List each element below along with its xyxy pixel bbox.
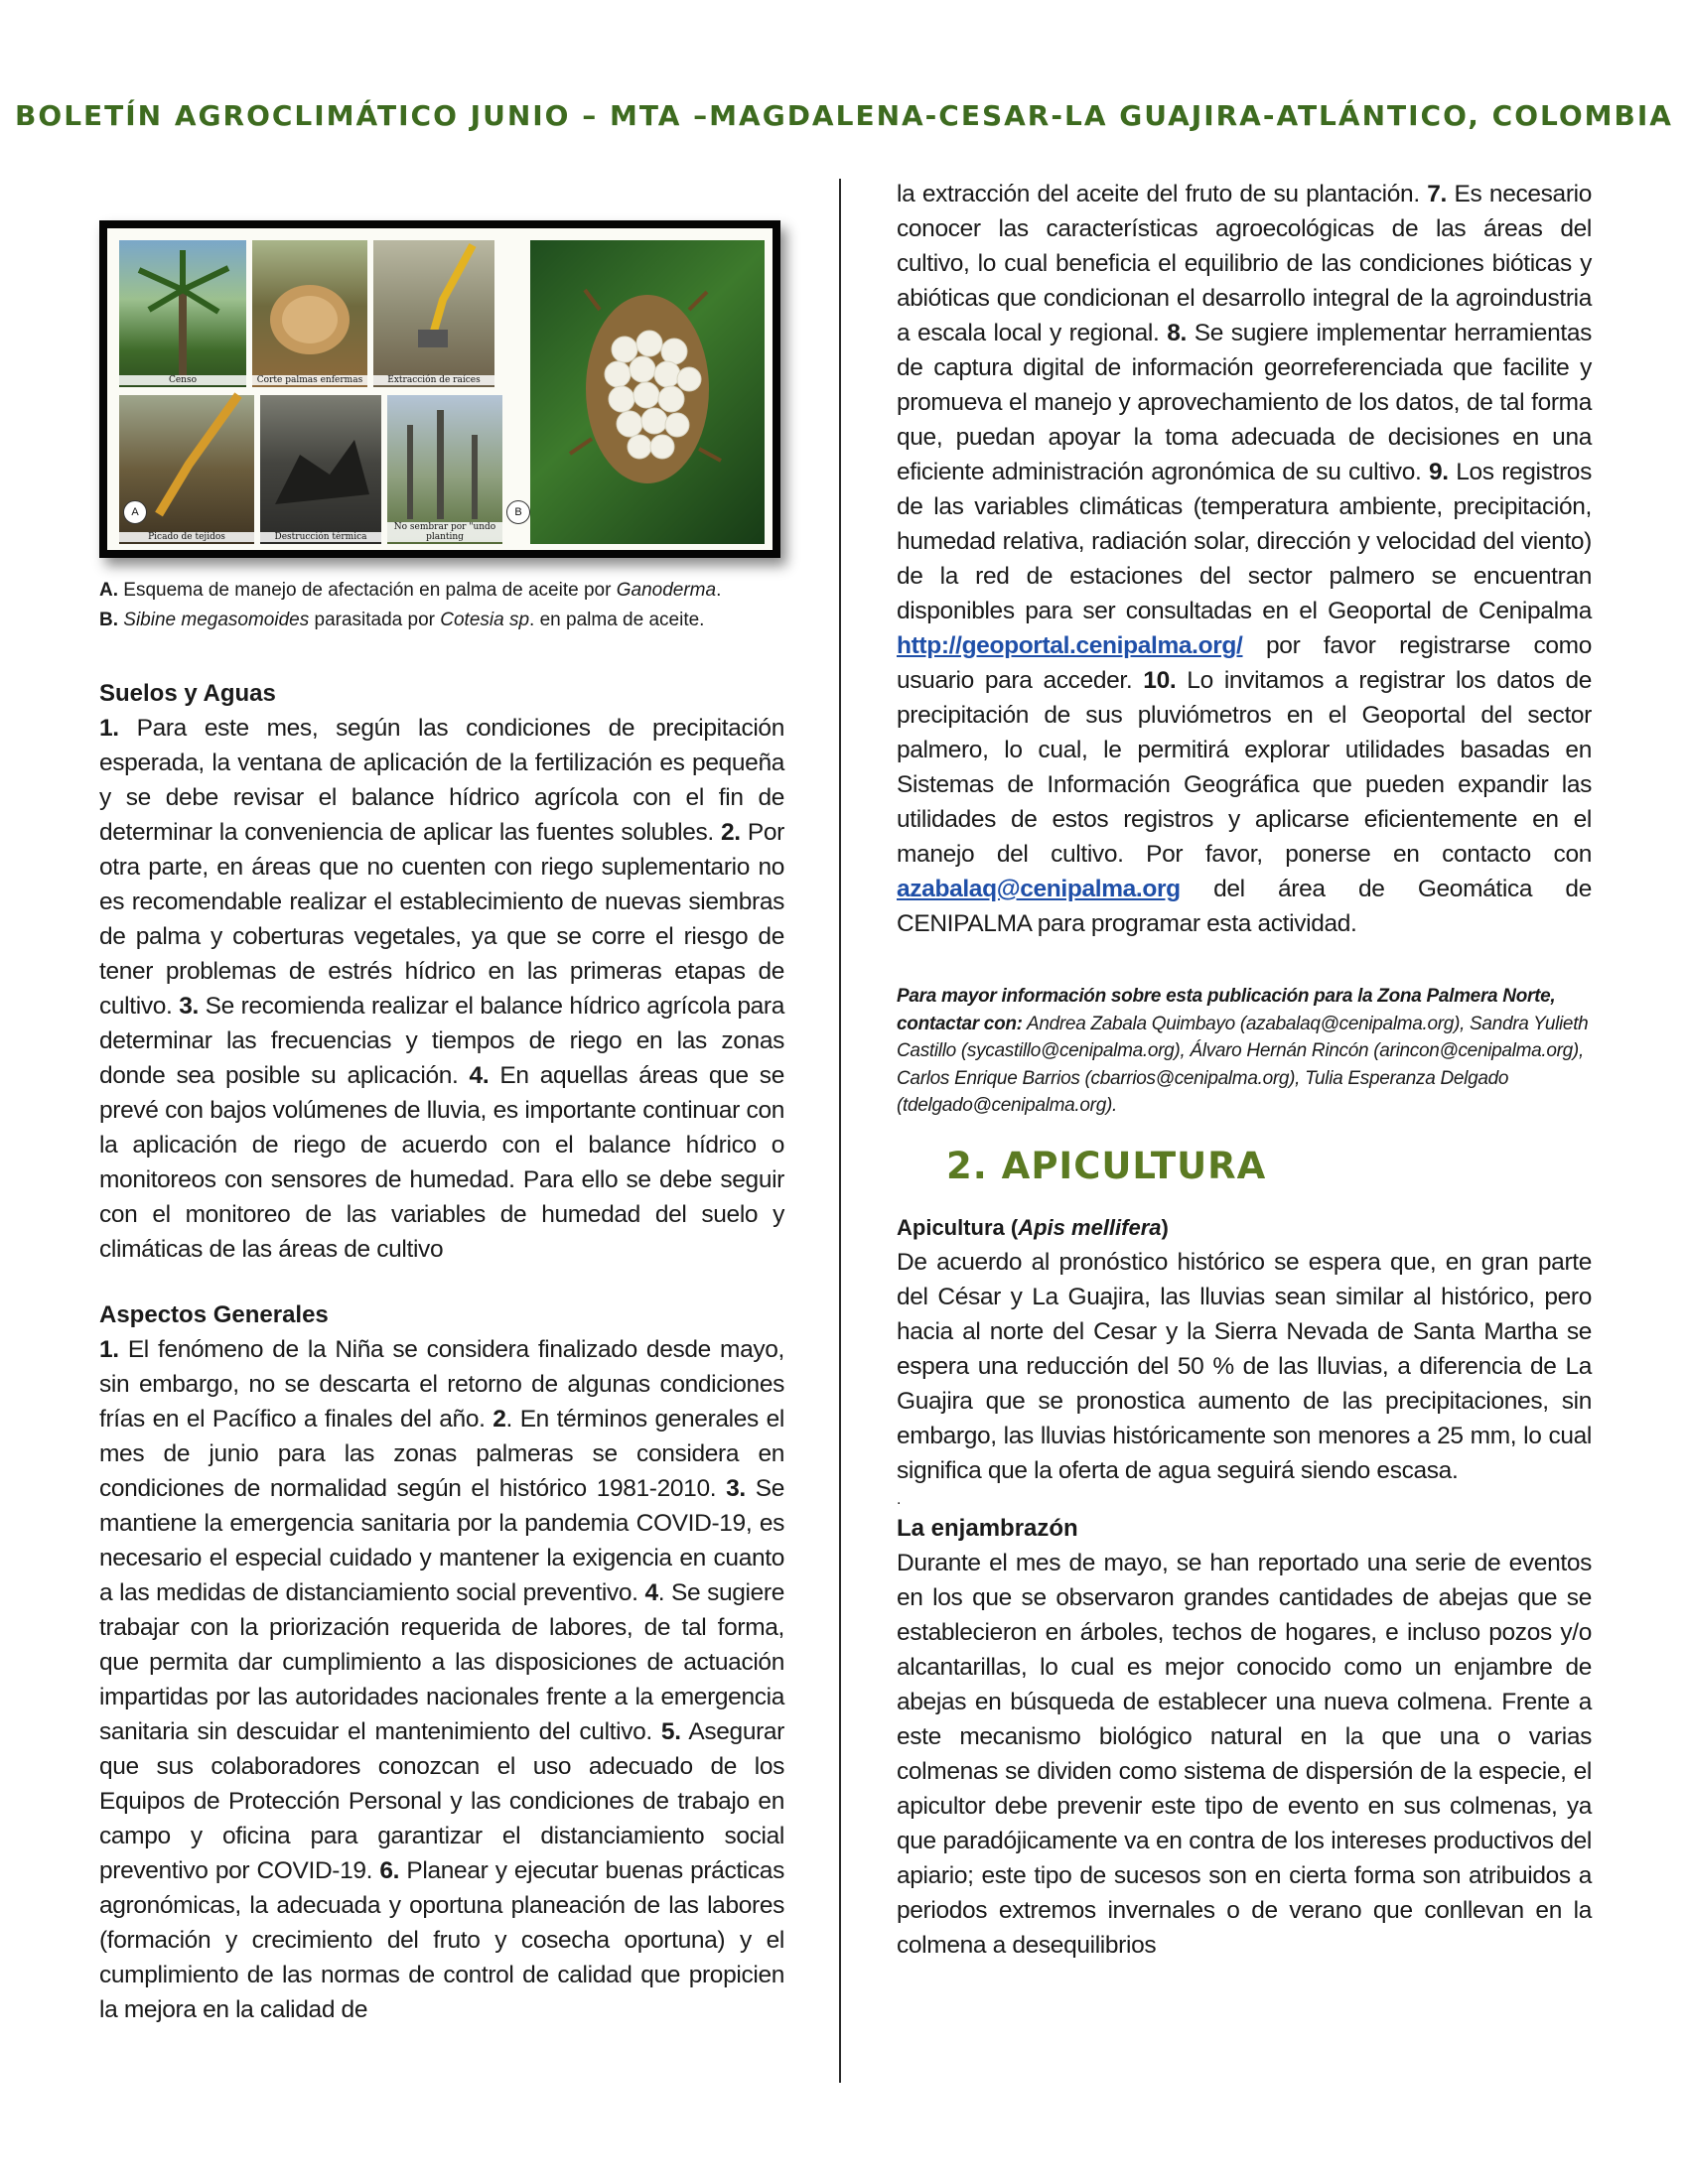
enjambrazon-paragraph: Durante el mes de mayo, se han reportado una serie de eventos en los que se observaron grandes cantidades de abejas que se establecieron en árboles, techos de hogares, e incluso pozos y/o alcantarillas, lo cual es mejor conocido como un enjambre de abejas en búsqueda de establecer una nueva colmena. Frente a este mecanismo biológico natural en la que una o varias colmenas se dividen como sistema de dispersión de la especie, el apicultor debe prevenir este tipo de evento en sus colmenas, ya que paradójicamente va en contra de los intereses productivos del apiario; este tipo de sucesos son en cierta forma son atribuidos a periodos extremos invernales o de verano que conllevan en la colmena a desequilibrios (897, 1549, 1592, 1959)
excavator-graphic (373, 240, 494, 387)
caterpillar-cocoons-graphic (530, 240, 765, 544)
right-column (897, 177, 1592, 1963)
photo-caption: Censo (119, 375, 246, 385)
photo-parasitized-caterpillar (530, 240, 765, 544)
suelos-paragraph: 1. Para este mes, según las condiciones de precipitación esperada, la ventana de aplicación de la fertilización es pequeña y se debe revisar el balance hídrico agrícola con el fin de determinar la conveniencia de aplicar las fuentes solubles. 2. Por otra parte, en áreas que no cuenten con riego suplementario no es recomendable realizar el establecimiento de nuevas siembras de palma y coberturas vegetales, ya que se corre el riesgo de tener problemas de estrés hídrico en las primeras etapas de cultivo. 3. Se recomienda realizar el balance hídrico agrícola para determinar las frecuencias y tiempos de riego en las zonas donde sea posible su aplicación. 4. En aquellas áreas que se prevé con bajos volúmenes de lluvia, es importante continuar con la aplicación de riego de acuerdo con el balance hídrico o monitoreos con sensores de humedad. Para ello se debe seguir con el monitoreo de las variables de humedad del suelo y climáticas de las áreas de cultivo (99, 715, 784, 1263)
figure-inner (107, 228, 773, 550)
photo-caption: Extracción de raíces (373, 375, 494, 385)
column-divider (839, 179, 841, 2083)
stray-dot: . (897, 1490, 902, 1508)
section-title-suelos: Suelos y Aguas (99, 680, 276, 707)
photo-tissue-chopping (119, 395, 254, 544)
left-column (99, 220, 784, 2027)
subsection-title-enjambrazon: La enjambrazón (897, 1514, 1078, 1542)
contact-info: Para mayor información sobre esta publicación para la Zona Palmera Norte, contactar con: Andrea Zabala Quimbayo (azabalaq@cenipalma.org), Sandra Yulieth Castillo (sycastillo@cenipalma.org), Álvaro Hernán Rincón (arincon@cenipalma.org), Carlos Enrique Barrios (cbarrios@cenipalma.org), Tulia Esperanza Delgado (tdelgado@cenipalma.org). (897, 986, 1589, 1116)
photo-caption: Destrucción térmica (260, 532, 381, 542)
subsection-title-apicultura: Apicultura (Apis mellifera) (897, 1214, 1169, 1240)
burnt-debris-graphic (260, 395, 381, 544)
continuation-paragraph: la extracción del aceite del fruto de su plantación. 7. Es necesario conocer las características agroecológicas de las áreas del cultivo, lo cual beneficia el equilibrio de las condiciones bióticas y abióticas que condicionan el desarrollo integral de la agroindustria a escala local y regional. 8. Se sugiere implementar herramientas de captura digital de información georreferenciada que facilite y promueva el manejo y aprovechamiento de los datos, de tal forma que, puedan apoyar la toma adecuada de decisiones en una eficiente administración agronómica de su cultivo. 9. Los registros de las variables climáticas (temperatura ambiente, precipitación, humedad relativa, radiación solar, dirección y velocidad del viento) de la red de estaciones del sector palmero se encuentran disponibles para ser consultadas en el Geoportal de Cenipalma http://geoportal.cenipalma.org/ por favor registrarse como usuario para acceder. 10. Lo invitamos a registrar los datos de precipitación de sus pluviómetros en el Geoportal del sector palmero, lo cual, le permitirá explorar utilidades basadas en Sistemas de Información Geográfica que pueden expandir las utilidades de estos registros y aplicarse eficientemente en el manejo del cultivo. Por favor, ponerse en contacto con azabalaq@cenipalma.org del área de Geomática de CENIPALMA para programar esta actividad. (897, 181, 1593, 937)
email-link[interactable]: azabalaq@cenipalma.org (897, 876, 1181, 902)
palm-tree-graphic (119, 240, 246, 387)
panel-a-badge: A (123, 500, 147, 524)
photo-palm-census (119, 240, 246, 387)
photo-caption: No sembrar por "undo planting (387, 522, 502, 542)
photo-root-extraction (373, 240, 494, 387)
caption-b: B. Sibine megasomoides parasitada por Cotesia sp. en palma de aceite. (99, 610, 705, 630)
photo-caption: Picado de tejidos (119, 532, 254, 542)
panel-b-badge: B (506, 500, 530, 524)
figure-caption (99, 576, 784, 635)
caption-a: A. Esquema de manejo de afectación en palma de aceite por Ganoderma. (99, 580, 722, 601)
apicultura-paragraph: De acuerdo al pronóstico histórico se espera que, en gran parte del César y La Guajira, las lluvias sean similar al histórico, pero hacia al norte del Cesar y la Sierra Nevada de Santa Martha se espera una reducción del 50 % de las lluvias, a diferencia de La Guajira que se pronostica aumento de las precipitaciones, sin embargo, las lluvias históricamente son menores a 25 mm, lo cual significa que la oferta de agua seguirá siendo escasa. (897, 1248, 1592, 1484)
stump-graphic (252, 240, 367, 387)
photo-no-replanting (387, 395, 522, 544)
photo-cut-palms (252, 240, 367, 387)
bulletin-header: BOLETÍN AGROCLIMÁTICO JUNIO – MTA –MAGDALENA-CESAR-LA GUAJIRA-ATLÁNTICO, COLOMBIA (15, 99, 1673, 132)
geoportal-link[interactable]: http://geoportal.cenipalma.org/ (897, 632, 1243, 659)
section-title-generales: Aspectos Generales (99, 1301, 329, 1328)
photo-caption: Corte palmas enfermas (252, 375, 367, 385)
generales-paragraph: 1. El fenómeno de la Niña se considera finalizado desde mayo, sin embargo, no se descarta el retorno de algunas condiciones frías en el Pacífico a finales del año. 2. En términos generales el mes de junio para las zonas palmeras se considera en condiciones de normalidad según el histórico 1981-2010. 3. Se mantiene la emergencia sanitaria por la pandemia COVID-19, es necesario el especial cuidado y mantener la exigencia en cuanto a las medidas de distanciamiento social preventivo. 4. Se sugiere trabajar con la priorización requerida de labores, de tal forma, que permita dar cumplimiento a las disposiciones de actuación impartidas por las autoridades nacionales frente a la emergencia sanitaria sin descuidar el mantenimiento del cultivo. 5. Asegurar que sus colaboradores conozcan el uso adecuado de los Equipos de Protección Personal y las condiciones de trabajo en campo y oficina para garantizar el distanciamiento social preventivo por COVID-19. 6. Planear y ejecutar buenas prácticas agronómicas, la adecuada y oportuna planeación de las labores (formación y crecimiento del fruto y cosecha oportuna) y el cumplimiento de las normas de control de calidad que propicien la mejora en la calidad de (99, 1336, 785, 2023)
section-heading-apicultura: 2. APICULTURA (946, 1144, 1267, 1187)
photo-thermal-destruction (260, 395, 381, 544)
figure-photo-panel (99, 220, 780, 558)
